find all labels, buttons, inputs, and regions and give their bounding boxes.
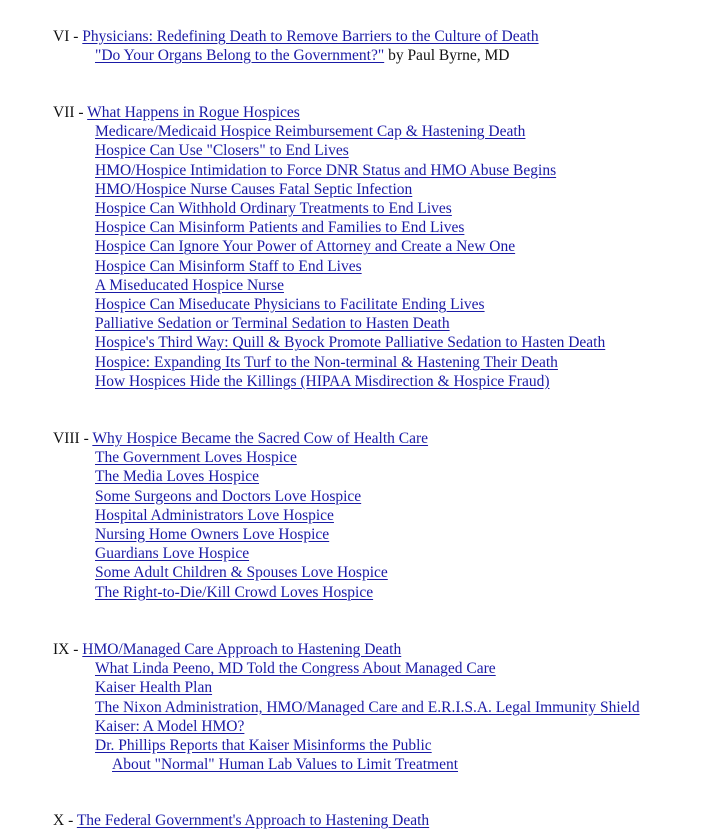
toc-item <box>95 180 412 199</box>
section-heading <box>53 27 539 46</box>
toc-item-link[interactable]: About "Normal" Human Lab Values to Limit Treatment <box>112 756 459 774</box>
toc-item <box>95 467 259 486</box>
section-title-link[interactable]: Physicians: Redefining Death to Remove Barriers to the Culture of Death <box>82 28 539 45</box>
toc-item-link[interactable]: Hospice Can Use "Closers" to End Lives <box>95 142 349 160</box>
toc-item-link[interactable]: What Linda Peeno, MD Told the Congress About Managed Care <box>95 660 496 678</box>
toc-item <box>95 525 329 544</box>
toc-item-link[interactable]: Hospice's Third Way: Quill & Byock Promote Palliative Sedation to Hasten Death <box>95 334 606 352</box>
toc-item <box>95 487 361 506</box>
toc-item-link[interactable]: The Government Loves Hospice <box>95 449 297 467</box>
toc-item <box>95 372 549 391</box>
section-numeral: VII <box>53 104 75 121</box>
section-separator: - <box>79 430 93 447</box>
toc-item-link[interactable]: Some Surgeons and Doctors Love Hospice <box>95 487 362 505</box>
section-heading <box>53 429 428 448</box>
toc-item-link[interactable]: Guardians Love Hospice <box>95 545 250 563</box>
toc-item <box>95 583 373 602</box>
toc-item-link[interactable]: Hospice Can Misinform Patients and Families to End Lives <box>95 219 465 237</box>
toc-item-link[interactable]: Kaiser: A Model HMO? <box>95 717 245 735</box>
section-heading <box>53 103 300 122</box>
toc-item-link[interactable]: Medicare/Medicaid Hospice Reimbursement Cap & Hastening Death <box>95 123 526 141</box>
section-separator: - <box>69 28 83 45</box>
toc-item-link[interactable]: Hospice Can Misinform Staff to End Lives <box>95 257 362 275</box>
toc-item-link[interactable]: The Nixon Administration, HMO/Managed Care and E.R.I.S.A. Legal Immunity Shield <box>95 698 640 716</box>
toc-item <box>95 544 249 563</box>
toc-item <box>95 46 509 65</box>
toc-item-link[interactable]: Hospice Can Withhold Ordinary Treatments to End Lives <box>95 200 452 217</box>
toc-item-link[interactable]: Palliative Sedation or Terminal Sedation to Hasten Death <box>95 315 450 333</box>
toc-item <box>95 237 515 256</box>
toc-item <box>95 678 212 697</box>
section-separator: - <box>64 812 77 829</box>
toc-item <box>95 122 525 141</box>
toc-item-link[interactable]: Some Adult Children & Spouses Love Hospice <box>95 564 388 582</box>
toc-item-link[interactable]: Hospital Administrators Love Hospice <box>95 506 334 524</box>
toc-item <box>95 736 432 755</box>
section-heading <box>53 640 401 659</box>
toc-item <box>95 141 349 160</box>
section-heading <box>53 811 429 830</box>
section-numeral: VIII <box>53 430 80 447</box>
toc-item <box>95 199 452 218</box>
toc-item-link[interactable]: Hospice Can Ignore Your Power of Attorney and Create a New One <box>95 238 516 256</box>
section-title-link[interactable]: Why Hospice Became the Sacred Cow of Health Care <box>92 430 429 447</box>
toc-item-link[interactable]: HMO/Hospice Intimidation to Force DNR Status and HMO Abuse Begins <box>95 161 557 179</box>
toc-item-link[interactable]: How Hospices Hide the Killings (HIPAA Misdirection & Hospice Fraud) <box>95 372 550 390</box>
toc-item-link[interactable]: The Right-to-Die/Kill Crowd Loves Hospice <box>95 583 374 601</box>
toc-item-link[interactable]: Kaiser Health Plan <box>95 679 213 697</box>
toc-item <box>112 755 458 774</box>
toc-item <box>95 659 496 678</box>
section-separator: - <box>69 641 83 658</box>
toc-item <box>95 698 640 717</box>
toc-item <box>95 333 605 352</box>
toc-item-link[interactable]: Dr. Phillips Reports that Kaiser Misinforms the Public <box>95 737 432 754</box>
section-separator: - <box>74 104 88 121</box>
toc-item <box>95 276 284 295</box>
toc-item-link[interactable]: HMO/Hospice Nurse Causes Fatal Septic Infection <box>95 180 413 198</box>
toc-item-link[interactable]: Nursing Home Owners Love Hospice <box>95 526 330 543</box>
toc-item <box>95 506 334 525</box>
toc-item-link[interactable]: Hospice Can Miseducate Physicians to Facilitate Ending Lives <box>95 296 485 313</box>
section-numeral: VI <box>53 28 70 45</box>
toc-item <box>95 563 388 582</box>
toc-item <box>95 257 362 276</box>
section-numeral: X <box>53 812 65 829</box>
toc-item <box>95 295 485 314</box>
toc-item-link[interactable]: "Do Your Organs Belong to the Government?" <box>95 47 385 65</box>
toc-item-link[interactable]: A Miseducated Hospice Nurse <box>95 276 284 294</box>
toc-item-byline: by Paul Byrne, MD <box>384 47 510 65</box>
section-title-link[interactable]: HMO/Managed Care Approach to Hastening Death <box>82 641 402 658</box>
section-title-link[interactable]: What Happens in Rogue Hospices <box>87 104 300 121</box>
toc-item-link[interactable]: The Media Loves Hospice <box>95 468 259 486</box>
toc-item-link[interactable]: Hospice: Expanding Its Turf to the Non-terminal & Hastening Their Death <box>95 353 558 371</box>
toc-item <box>95 717 244 736</box>
toc-item <box>95 448 297 467</box>
toc-item <box>95 218 464 237</box>
toc-item <box>95 314 450 333</box>
section-title-link[interactable]: The Federal Government's Approach to Hastening Death <box>76 812 430 829</box>
section-numeral: IX <box>53 641 70 658</box>
toc-item <box>95 353 558 372</box>
toc-item <box>95 161 556 180</box>
